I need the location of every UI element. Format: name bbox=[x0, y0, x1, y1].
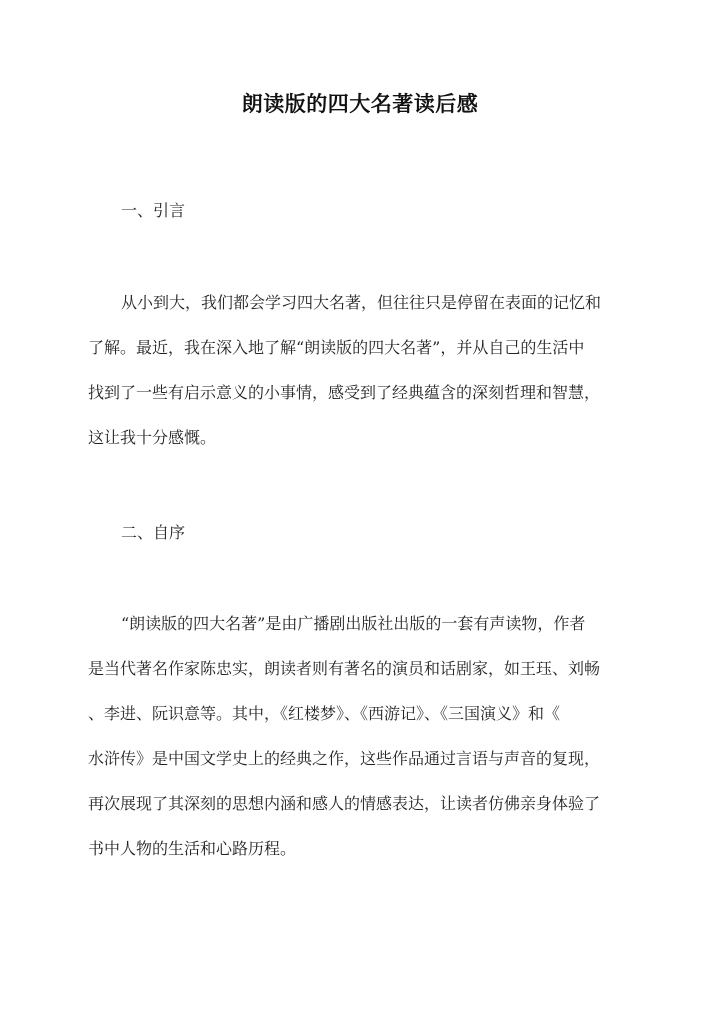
paragraph-line: 这让我十分感慨。 bbox=[88, 428, 217, 447]
section-heading-introduction: 一、引言 bbox=[121, 201, 186, 220]
paragraph-line: 是当代著名作家陈忠实，朗读者则有著名的演员和话剧家，如王珏、刘畅 bbox=[88, 659, 601, 678]
paragraph-line: 再次展现了其深刻的思想内涵和感人的情感表达，让读者仿佛亲身体验了 bbox=[88, 794, 601, 813]
paragraph-introduction bbox=[88, 280, 648, 460]
paragraph-line: 从小到大，我们都会学习四大名著，但往往只是停留在表面的记忆和 bbox=[121, 293, 602, 312]
section-heading-preface: 二、自序 bbox=[121, 523, 186, 542]
paragraph-line: 书中人物的生活和心路历程。 bbox=[88, 839, 297, 858]
paragraph-line: 水浒传》是中国文学史上的经典之作，这些作品通过言语与声音的复现， bbox=[88, 749, 601, 768]
document-title: 朗读版的四大名著读后感 bbox=[241, 91, 479, 116]
paragraph-preface bbox=[88, 601, 648, 871]
paragraph-line: 了解。最近，我在深入地了解“朗读版的四大名著”，并从自己的生活中 bbox=[88, 338, 585, 357]
paragraph-line: 、李进、阮识意等。其中，《红楼梦》、《西游记》、《三国演义》和《 bbox=[88, 704, 561, 723]
paragraph-line: “朗读版的四大名著”是由广播剧出版社出版的一套有声读物，作者 bbox=[121, 614, 586, 633]
paragraph-line: 找到了一些有启示意义的小事情，感受到了经典蕴含的深刻哲理和智慧， bbox=[88, 383, 601, 402]
